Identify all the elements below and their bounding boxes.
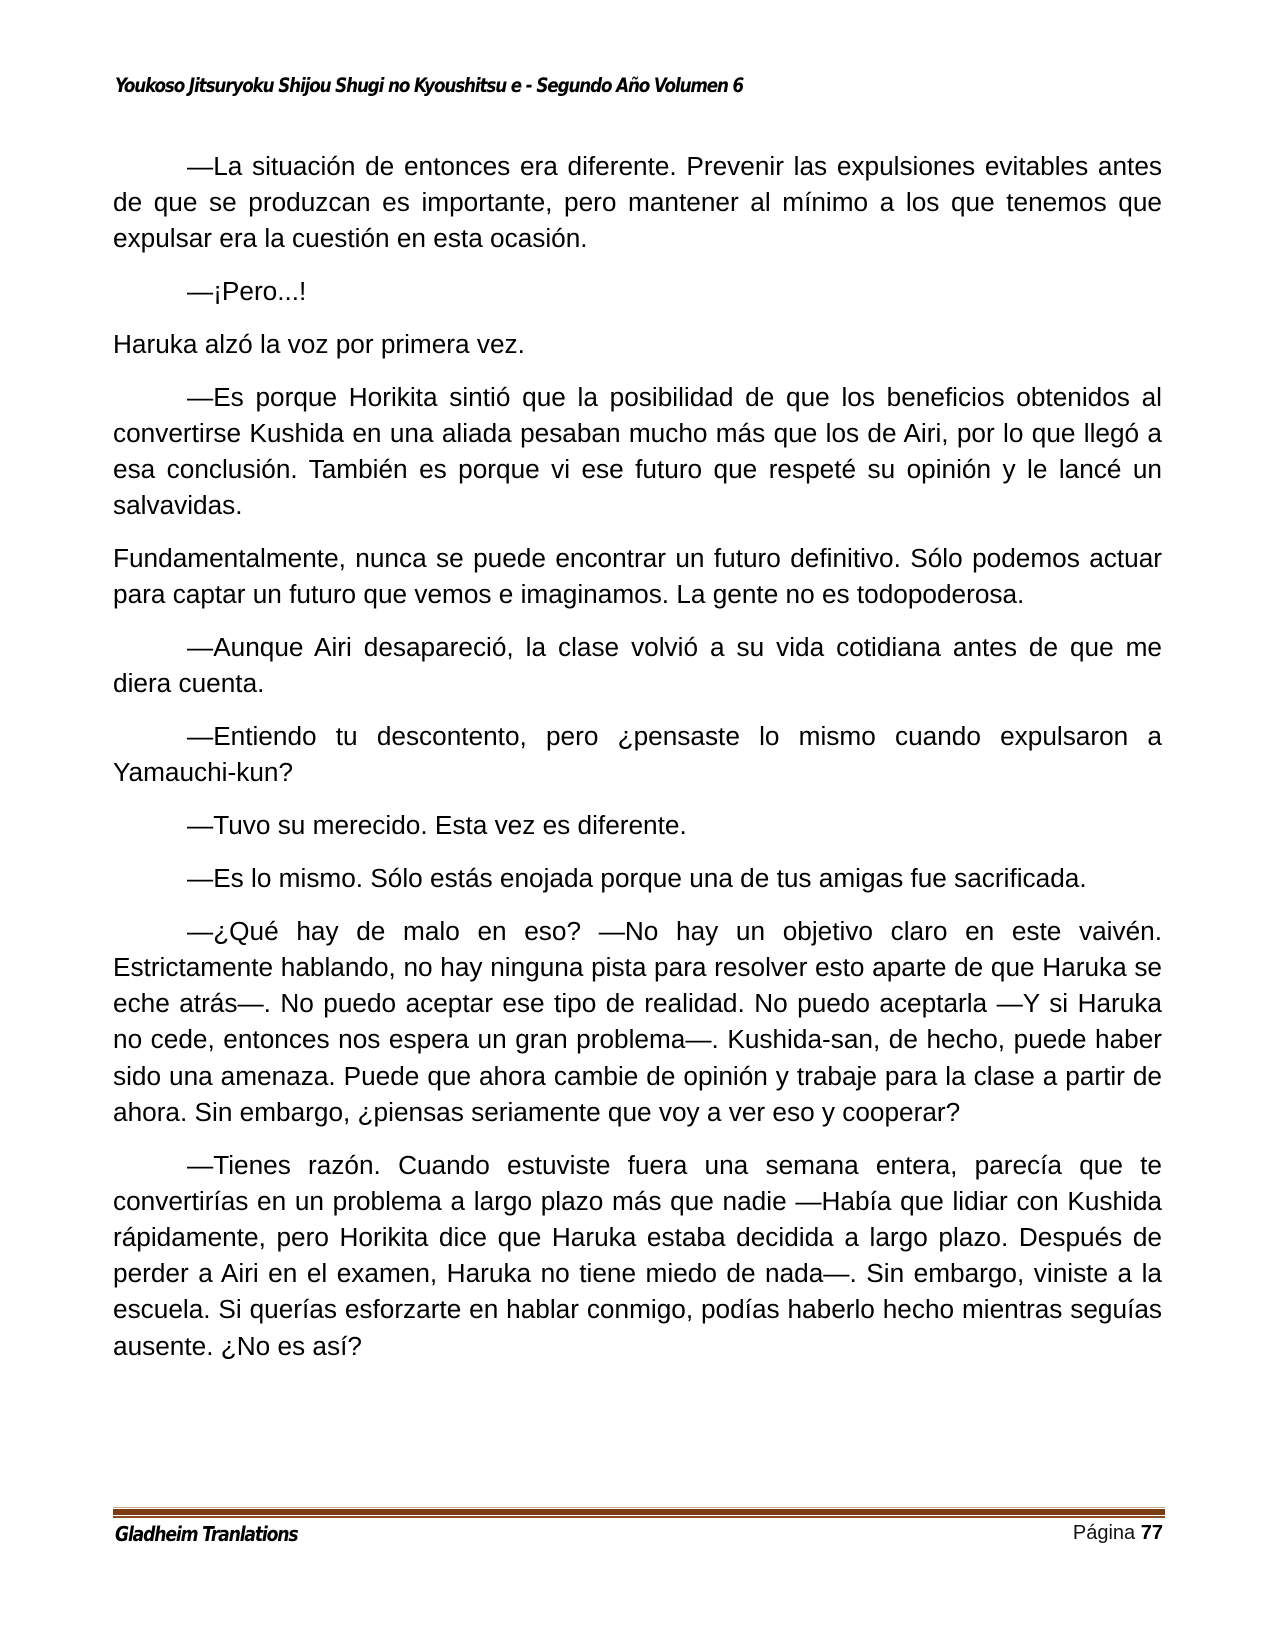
paragraph: —¿Qué hay de malo en eso? —No hay un objetivo claro en este vaivén. Estrictamente hablando, no hay ninguna pista para resolver esto aparte de que Haruka se eche atrás—. No puedo aceptar ese tipo de realidad. No puedo aceptarla —Y si Haruka no cede, entonces nos espera un gran problema—. Kushida-san, de hecho, puede haber sido una amenaza. Puede que ahora cambie de opinión y trabaje para la clase a partir de ahora. Sin embargo, ¿piensas seriamente que voy a ver eso y cooperar? <box>113 915 1162 1127</box>
footer-translator-credit <box>115 1522 297 1546</box>
header-title: Youkoso Jitsuryoku Shijou Shugi no Kyoushitsu e - Segundo Año Volumen 6 <box>115 74 744 97</box>
paragraph: —Es porque Horikita sintió que la posibilidad de que los beneficios obtenidos al convertirse Kushida en una aliada pesaban mucho más que los de Airi, por lo que llegó a esa conclusión. También es porque vi ese futuro que respeté su opinión y le lancé un salvavidas. <box>113 381 1162 521</box>
footer-divider-top-line <box>113 1507 1165 1508</box>
paragraph: —La situación de entonces era diferente. Prevenir las expulsiones evitables antes de que se produzcan es importante, pero mantener al mínimo a los que tenemos que expulsar era la cuestión en esta ocasión. <box>113 151 1162 254</box>
page-number: 77 <box>1140 1522 1163 1544</box>
footer-divider-thin-line <box>113 1516 1165 1518</box>
paragraph: Fundamentalmente, nunca se puede encontrar un futuro definitivo. Sólo podemos actuar para captar un futuro que vemos e imaginamos. La gente no es todopoderosa. <box>113 543 1162 610</box>
paragraph: —Es lo mismo. Sólo estás enojada porque una de tus amigas fue sacrificada. <box>187 863 1087 893</box>
paragraph: —Entiendo tu descontento, pero ¿pensaste lo mismo cuando expulsaron a Yamauchi-kun? <box>113 721 1162 788</box>
footer-divider <box>113 1507 1165 1519</box>
running-header <box>115 74 1018 98</box>
paragraph: —Tienes razón. Cuando estuviste fuera una semana entera, parecía que te convertirías en un problema a largo plazo más que nadie —Había que lidiar con Kushida rápidamente, pero Horikita dice que Haruka estaba decidida a largo plazo. Después de perder a Airi en el examen, Haruka no tiene miedo de nada—. Sin embargo, viniste a la escuela. Si querías esforzarte en hablar conmigo, podías haberlo hecho mientras seguías ausente. ¿No es así? <box>113 1149 1162 1361</box>
page-body <box>113 148 1162 1380</box>
paragraph: —Tuvo su merecido. Esta vez es diferente. <box>187 810 687 841</box>
paragraph: Haruka alzó la voz por primera vez. <box>113 329 525 359</box>
paragraph: —¡Pero...! <box>187 276 307 307</box>
footer-page-indicator <box>1073 1521 1163 1545</box>
translator-name: Gladheim Tranlations <box>115 1522 298 1546</box>
paragraph: —Aunque Airi desapareció, la clase volvió a su vida cotidiana antes de que me diera cuenta. <box>113 632 1162 699</box>
footer-divider-thick-band <box>113 1509 1165 1515</box>
page-label: Página <box>1072 1522 1136 1544</box>
